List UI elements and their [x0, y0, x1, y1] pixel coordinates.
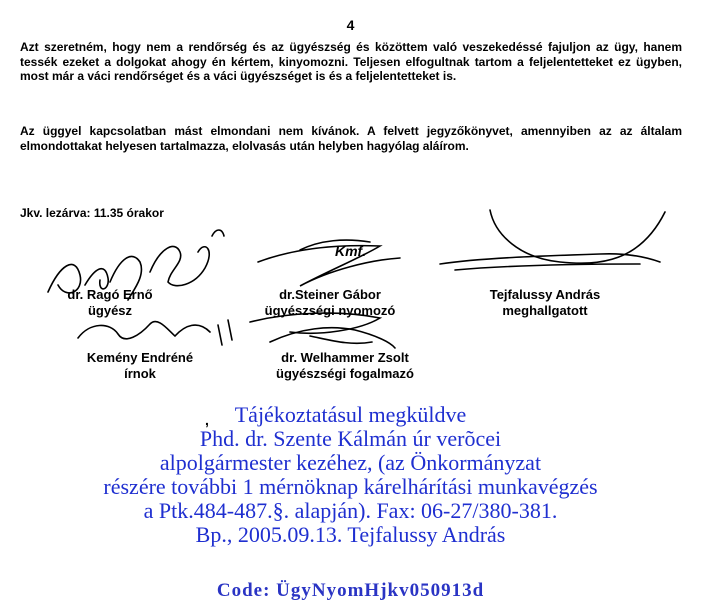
- stamp-line: Tájékoztatásul megküldve: [234, 402, 467, 427]
- signatory-tejfalussy: [460, 287, 630, 319]
- stray-mark: ,: [205, 412, 209, 428]
- signatory-name: Kemény Endréné: [86, 350, 194, 365]
- statement-paragraph: Azt szeretném, hogy nem a rendőrség és az ügyészség és közöttem való veszekedéssé fajuljon az ügy, hanem tessék ezeket a dolgokat ahogy én kértem, kinyomozni. Teljesen elfogultnak tartom a feljelentetteket ez ügyben, most már a váci rendőrséget és a váci ügyészséget is és a feljelentetteket is.: [20, 40, 682, 83]
- stamp-line: alpolgármester kezéhez, (az Önkormányzat: [159, 450, 542, 475]
- signatory-name: dr. Welhammer Zsolt: [281, 350, 409, 365]
- page-number: 4: [346, 17, 355, 33]
- document-code: Code: ÜgyNyomHjkv050913d: [216, 580, 485, 601]
- signatory-welhammer: [255, 350, 435, 382]
- signatory-role: meghallgatott: [502, 303, 588, 318]
- kmf-label: Kmf.: [335, 243, 367, 259]
- stamp-line: Bp., 2005.09.13. Tejfalussy András: [195, 522, 506, 547]
- signatory-kemeny: [55, 350, 225, 382]
- signatory-name: dr.Steiner Gábor: [279, 287, 381, 302]
- minutes-closed-time: Jkv. lezárva: 11.35 órakor: [20, 206, 164, 220]
- stamp-line: a Ptk.484-487.§. alapján). Fax: 06-27/380-381.: [143, 498, 558, 523]
- signatory-role: ügyészségi fogalmazó: [276, 366, 414, 381]
- signatory-role: ügyész: [87, 303, 133, 318]
- signatory-rago: [40, 287, 180, 319]
- stamp-line: részére további 1 mérnöknap kárelhárítási munkavégzés: [103, 474, 598, 499]
- forwarding-note: [0, 403, 701, 547]
- closing-statement-paragraph: Az üggyel kapcsolatban mást elmondani nem kívánok. A felvett jegyzőkönyvet, amennyiben az az általam elmondottakat helyesen tartalmazza, elolvasás után helyben hagyólag aláírom.: [20, 124, 682, 153]
- signatory-role: ügyészségi nyomozó: [264, 303, 396, 318]
- signatory-role: írnok: [124, 366, 156, 381]
- signatory-name: Tejfalussy András: [489, 287, 601, 302]
- stamp-line: Phd. dr. Szente Kálmán úr verõcei: [199, 426, 502, 451]
- signatory-name: dr. Ragó Ernő: [67, 287, 153, 302]
- signatory-steiner: [245, 287, 415, 319]
